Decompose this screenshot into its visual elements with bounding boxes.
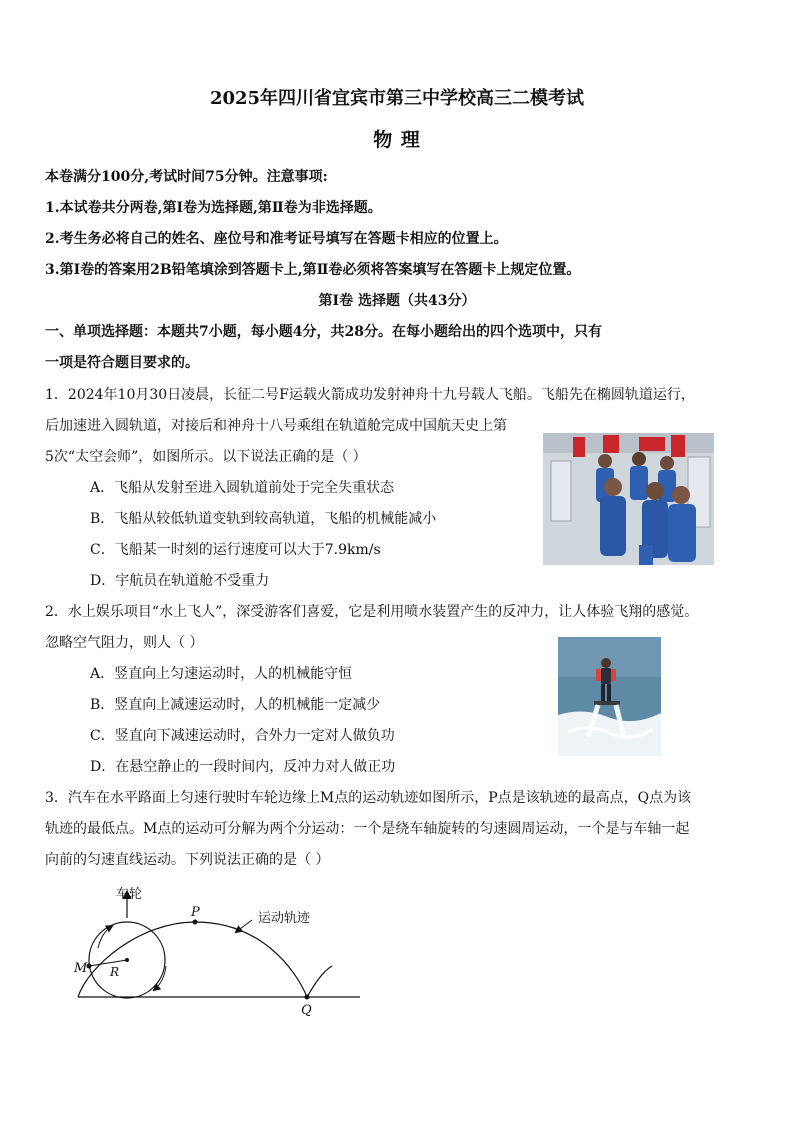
part-heading-line2: 一项是符合题目要求的。 xyxy=(45,355,199,371)
q1-option-d: D．宇航员在轨道舱不受重力 xyxy=(90,573,270,589)
part-heading-line1: 一、单项选择题：本题共7小题，每小题4分，共28分。在每小题给出的四个选项中，只有 xyxy=(45,324,602,340)
radius-label: R xyxy=(110,965,120,979)
q1-option-b: B．飞船从较低轨道变轨到较高轨道，飞船的机械能减小 xyxy=(90,511,437,527)
instruction-item-1: 1.本试卷共分两卷,第Ⅰ卷为选择题,第Ⅱ卷为非选择题。 xyxy=(45,200,382,216)
instructions-intro: 本卷满分100分,考试时间75分钟。注意事项: xyxy=(45,169,328,185)
q1-option-c: C．飞船某一时刻的运行速度可以大于7.9km/s xyxy=(90,542,381,558)
exam-title: 2025年四川省宜宾市第三中学校高三二模考试 xyxy=(209,88,585,109)
q2-option-c: C．竖直向下减速运动时，合外力一定对人做负功 xyxy=(90,728,395,744)
astronauts-photo xyxy=(543,433,714,565)
wheel-label: 车轮 xyxy=(116,887,143,902)
instruction-item-3: 3.第Ⅰ卷的答案用2B铅笔填涂到答题卡上,第Ⅱ卷必须将答案填写在答题卡上规定位置。 xyxy=(45,262,581,278)
q2-stem-line1: 2．水上娱乐项目“水上飞人”，深受游客们喜爱，它是利用喷水装置产生的反冲力，让人体验飞翔的感觉。 xyxy=(45,604,699,620)
q1-stem-line2: 后加速进入圆轨道，对接后和神舟十八号乘组在轨道舱完成中国航天史上第 xyxy=(45,418,507,434)
instruction-item-2: 2.考生务必将自己的姓名、座位号和准考证号填写在答题卡相应的位置上。 xyxy=(45,231,508,247)
point-q-label: Q xyxy=(301,1003,312,1018)
wheel-trajectory-diagram xyxy=(70,880,370,1020)
q3-stem-line1: 3．汽车在水平路面上匀速行驶时车轮边缘上M点的运动轨迹如图所示，P点是该轨迹的最高点，Q点为该 xyxy=(45,790,692,806)
q2-stem-line2: 忽略空气阻力，则人（ ） xyxy=(45,635,204,651)
q2-option-a: A．竖直向上匀速运动时，人的机械能守恒 xyxy=(90,666,353,682)
q1-stem-line3: 5次“太空会师”，如图所示。以下说法正确的是（ ） xyxy=(45,449,367,465)
q2-option-d: D．在悬空静止的一段时间内，反冲力对人做正功 xyxy=(90,759,396,775)
trajectory-label: 运动轨迹 xyxy=(258,911,311,926)
q2-option-b: B．竖直向上减速运动时，人的机械能一定减少 xyxy=(90,697,381,713)
q3-stem-line2: 轨迹的最低点。M点的运动可分解为两个分运动：一个是绕车轴旋转的匀速圆周运动，一个是与车轴一起 xyxy=(45,821,690,837)
q1-stem-line1: 1．2024年10月30日凌晨，长征二号F运载火箭成功发射神舟十九号载人飞船。飞船先在椭圆轨道运行， xyxy=(45,387,695,403)
q3-stem-line3: 向前的匀速直线运动。下列说法正确的是（ ） xyxy=(45,852,330,868)
q1-option-a: A．飞船从发射至进入圆轨道前处于完全失重状态 xyxy=(90,480,395,496)
subject-title: 物 理 xyxy=(373,129,421,151)
point-p-label: P xyxy=(191,905,200,920)
point-m-label: M xyxy=(74,961,88,976)
water-jetpack-photo xyxy=(558,637,661,756)
section-title: 第Ⅰ卷 选择题（共43分） xyxy=(318,293,476,309)
